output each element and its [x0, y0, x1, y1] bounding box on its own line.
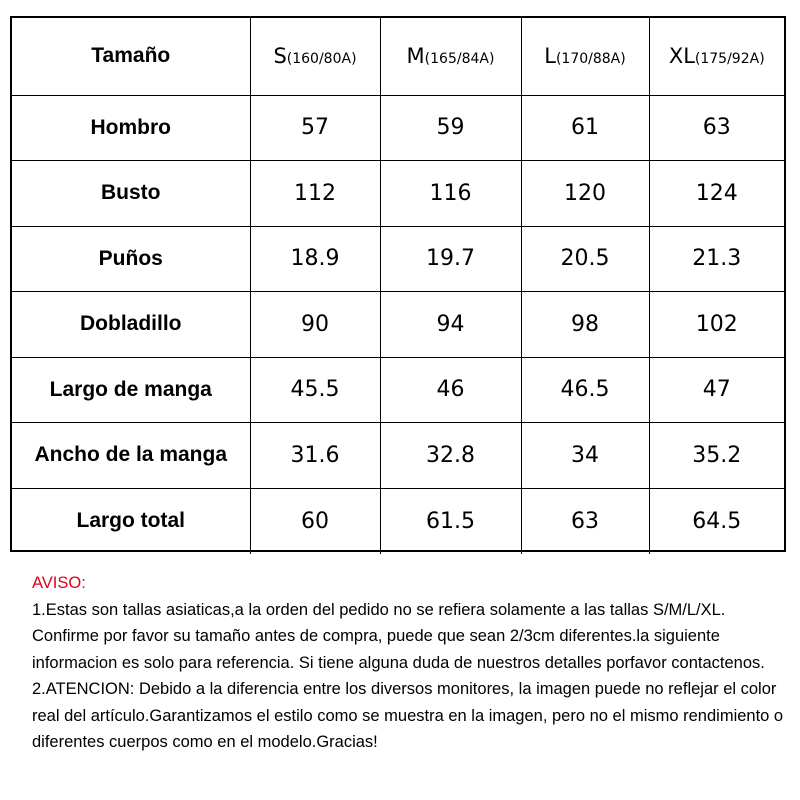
size-letter: L [544, 44, 556, 69]
table-row-dobladillo [12, 292, 784, 358]
table-cell: 98 [521, 292, 649, 358]
row-label: Ancho de la manga [12, 423, 250, 489]
notice-paragraph-1: 1.Estas son tallas asiaticas,a la orden del pedido no se refiera solamente a las tallas S/M/L/XL. Confirme por favor su tamaño antes de compra, puede que sean 2/3cm diferentes.la siguiente informacion es solo para referencia. Si tiene alguna duda de nuestros detalles porfavor contactenos. [32, 600, 765, 672]
size-table-body [12, 18, 784, 554]
size-header-s [250, 18, 380, 95]
table-cell: 112 [250, 161, 380, 227]
table-cell: 61.5 [380, 488, 521, 554]
table-cell: 116 [380, 161, 521, 227]
table-row-hombro [12, 95, 784, 161]
table-cell: 60 [250, 488, 380, 554]
size-letter: XL [668, 44, 695, 69]
table-cell: 64.5 [649, 488, 784, 554]
table-row-busto [12, 161, 784, 227]
table-cell: 63 [521, 488, 649, 554]
table-cell: 94 [380, 292, 521, 358]
row-label: Largo de manga [12, 357, 250, 423]
size-spec: (165/84A) [424, 51, 495, 68]
notice-section [32, 570, 792, 756]
table-cell: 90 [250, 292, 380, 358]
table-cell: 57 [250, 95, 380, 161]
table-cell: 63 [649, 95, 784, 161]
table-row-largo-total [12, 488, 784, 554]
size-letter: S [273, 44, 287, 69]
size-header-xl [649, 18, 784, 95]
table-cell: 47 [649, 357, 784, 423]
table-cell: 45.5 [250, 357, 380, 423]
table-cell: 18.9 [250, 226, 380, 292]
table-cell: 34 [521, 423, 649, 489]
header-row [12, 18, 784, 95]
table-cell: 46 [380, 357, 521, 423]
table-row-ancho-manga [12, 423, 784, 489]
size-spec: (160/80A) [286, 51, 357, 68]
table-cell: 32.8 [380, 423, 521, 489]
table-row-largo-manga [12, 357, 784, 423]
table-cell: 35.2 [649, 423, 784, 489]
table-cell: 120 [521, 161, 649, 227]
size-spec: (170/88A) [555, 51, 626, 68]
size-spec: (175/92A) [694, 51, 765, 68]
notice-title: AVISO: [32, 574, 86, 592]
row-label: Puños [12, 226, 250, 292]
table-row-punos [12, 226, 784, 292]
row-label: Dobladillo [12, 292, 250, 358]
size-table [12, 18, 784, 554]
size-chart [10, 16, 786, 552]
table-cell: 31.6 [250, 423, 380, 489]
size-header-m [380, 18, 521, 95]
table-cell: 20.5 [521, 226, 649, 292]
row-label: Largo total [12, 488, 250, 554]
row-label: Hombro [12, 95, 250, 161]
table-cell: 19.7 [380, 226, 521, 292]
size-header-l [521, 18, 649, 95]
table-cell: 21.3 [649, 226, 784, 292]
notice-paragraph-2: 2.ATENCION: Debido a la diferencia entre los diversos monitores, la imagen puede no reflejar el color real del artículo.Garantizamos el estilo como se muestra en la imagen, pero no el mismo rendimiento o diferentes cuerpos como en el modelo.Gracias! [32, 680, 784, 751]
header-label: Tamaño [12, 18, 250, 95]
table-cell: 46.5 [521, 357, 649, 423]
row-label: Busto [12, 161, 250, 227]
table-cell: 102 [649, 292, 784, 358]
table-cell: 124 [649, 161, 784, 227]
table-cell: 59 [380, 95, 521, 161]
size-letter: M [406, 44, 425, 69]
table-cell: 61 [521, 95, 649, 161]
